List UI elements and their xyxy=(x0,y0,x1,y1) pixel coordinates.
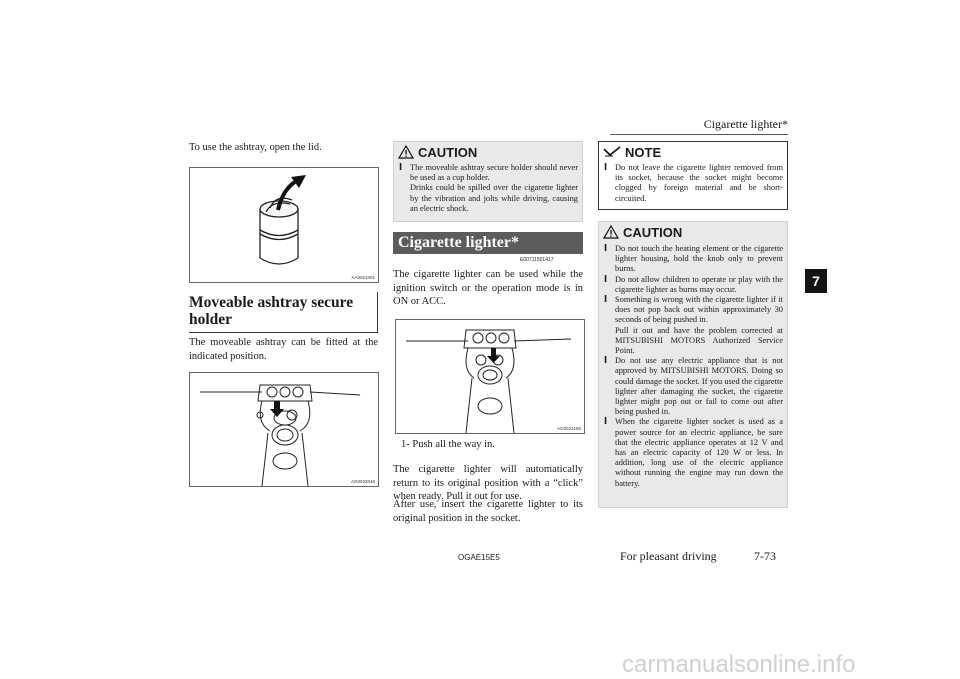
header-rule xyxy=(610,134,788,135)
caution-item-text: Do not use any electric appliance that is not approved by MITSUBISHI MOTORS. Doing so could damage the socket. If you used the cigarette lighter after damaging the socket, the cigarette lighter might pop out or fail to come out after being pushed in. xyxy=(615,356,783,417)
caution-box-lighter xyxy=(598,221,788,508)
warning-triangle-icon xyxy=(603,225,619,239)
caution-text: The moveable ashtray secure holder should never be used as a cup holder. xyxy=(410,163,578,183)
holder-figure xyxy=(189,372,379,487)
ashtray-figure xyxy=(189,167,379,283)
bullet-icon: l xyxy=(604,356,608,367)
lighter-console-illustration xyxy=(396,320,584,433)
caution-item-text: Something is wrong with the cigarette lighter if it does not pop back out within approximately 30 seconds of being pushed in. xyxy=(615,295,783,325)
warning-triangle-icon xyxy=(398,145,414,159)
lighter-para-1: The cigarette lighter will automatically return to its original position with a “click” when ready. Pull it out for use. xyxy=(393,464,583,502)
caution-item-2 xyxy=(603,275,783,295)
ashtray-illustration xyxy=(190,168,378,282)
watermark-text: carmanualsonline.info xyxy=(622,651,856,678)
note-text: Do not leave the cigarette lighter removed from its socket, because the socket might become clogged by foreign material and be short-circuited. xyxy=(615,163,783,203)
lighter-intro: The cigarette lighter can be used while the ignition switch or the operation mode is in ON or ACC. xyxy=(393,269,583,307)
bullet-icon: l xyxy=(604,295,608,306)
bullet-icon: l xyxy=(604,274,608,285)
caution-header xyxy=(603,224,783,240)
ashtray-intro: To use the ashtray, open the lid. xyxy=(189,142,322,153)
footer-section: For pleasant driving xyxy=(620,549,717,563)
console-illustration xyxy=(190,373,378,486)
step-1: 1- Push all the way in. xyxy=(401,439,495,450)
bullet-icon: l xyxy=(604,417,608,428)
lighter-figure xyxy=(395,319,585,434)
lighter-para-2: After use, insert the cigarette lighter to its original position in the socket. xyxy=(393,499,583,524)
caution-item-1 xyxy=(603,244,783,275)
caution-item-text: When the cigarette lighter socket is used as a power source for an electric appliance, be sure that the electric appliance operates at 12 V and has an electric capacity of 120 W or less. In addition, long use of the electric appliance without running the engine may run down the battery. xyxy=(615,417,783,488)
caution-box-ashtray xyxy=(393,141,583,222)
note-box xyxy=(598,141,788,210)
caution-text-2: Drinks could be spilled over the cigarette lighter by the vibration and jolts while driving, causing an electric shock. xyxy=(410,183,578,213)
bullet-icon: l xyxy=(604,244,608,254)
caution-item-text: Do not allow children to operate or play with the cigarette lighter as burns may occur. xyxy=(615,274,783,294)
caution-item-text: Do not touch the heating element or the cigarette lighter housing, hold the knob only to prevent burns. xyxy=(615,244,783,274)
caution-item-5 xyxy=(603,417,783,488)
bullet-icon: l xyxy=(604,163,608,173)
note-pencil-icon xyxy=(603,146,621,158)
caution-item-text-extra: Pull it out and have the problem corrected at MITSUBISHI MOTORS Authorized Service Point. xyxy=(615,325,783,356)
page-number: 7-73 xyxy=(754,549,776,563)
holder-text: The moveable ashtray can be fitted at the indicated position. xyxy=(189,337,378,362)
figure-code: AA0021001 xyxy=(351,275,375,280)
figure-code: AG0022048 xyxy=(350,479,375,484)
running-header-title: Cigarette lighter* xyxy=(703,117,788,131)
section-title-cigarette-lighter: Cigarette lighter* xyxy=(393,232,583,254)
caution-label: CAUTION xyxy=(418,144,478,160)
caution-bullet xyxy=(398,163,578,214)
figure-code: AG0022166 xyxy=(556,426,581,431)
note-header xyxy=(603,144,783,160)
bullet-icon: l xyxy=(399,163,403,173)
caution-header xyxy=(398,144,578,160)
note-bullet xyxy=(603,163,783,204)
caution-label: CAUTION xyxy=(623,224,683,240)
caution-item-4 xyxy=(603,356,783,417)
caution-item-3 xyxy=(603,295,783,356)
footer-code: OGAE15E5 xyxy=(458,553,500,562)
section-title-ashtray-holder: Moveable ashtray secure holder xyxy=(189,292,378,333)
note-label: NOTE xyxy=(625,144,662,160)
section-code: E00711501417 xyxy=(520,257,554,263)
chapter-tab: 7 xyxy=(805,269,827,293)
